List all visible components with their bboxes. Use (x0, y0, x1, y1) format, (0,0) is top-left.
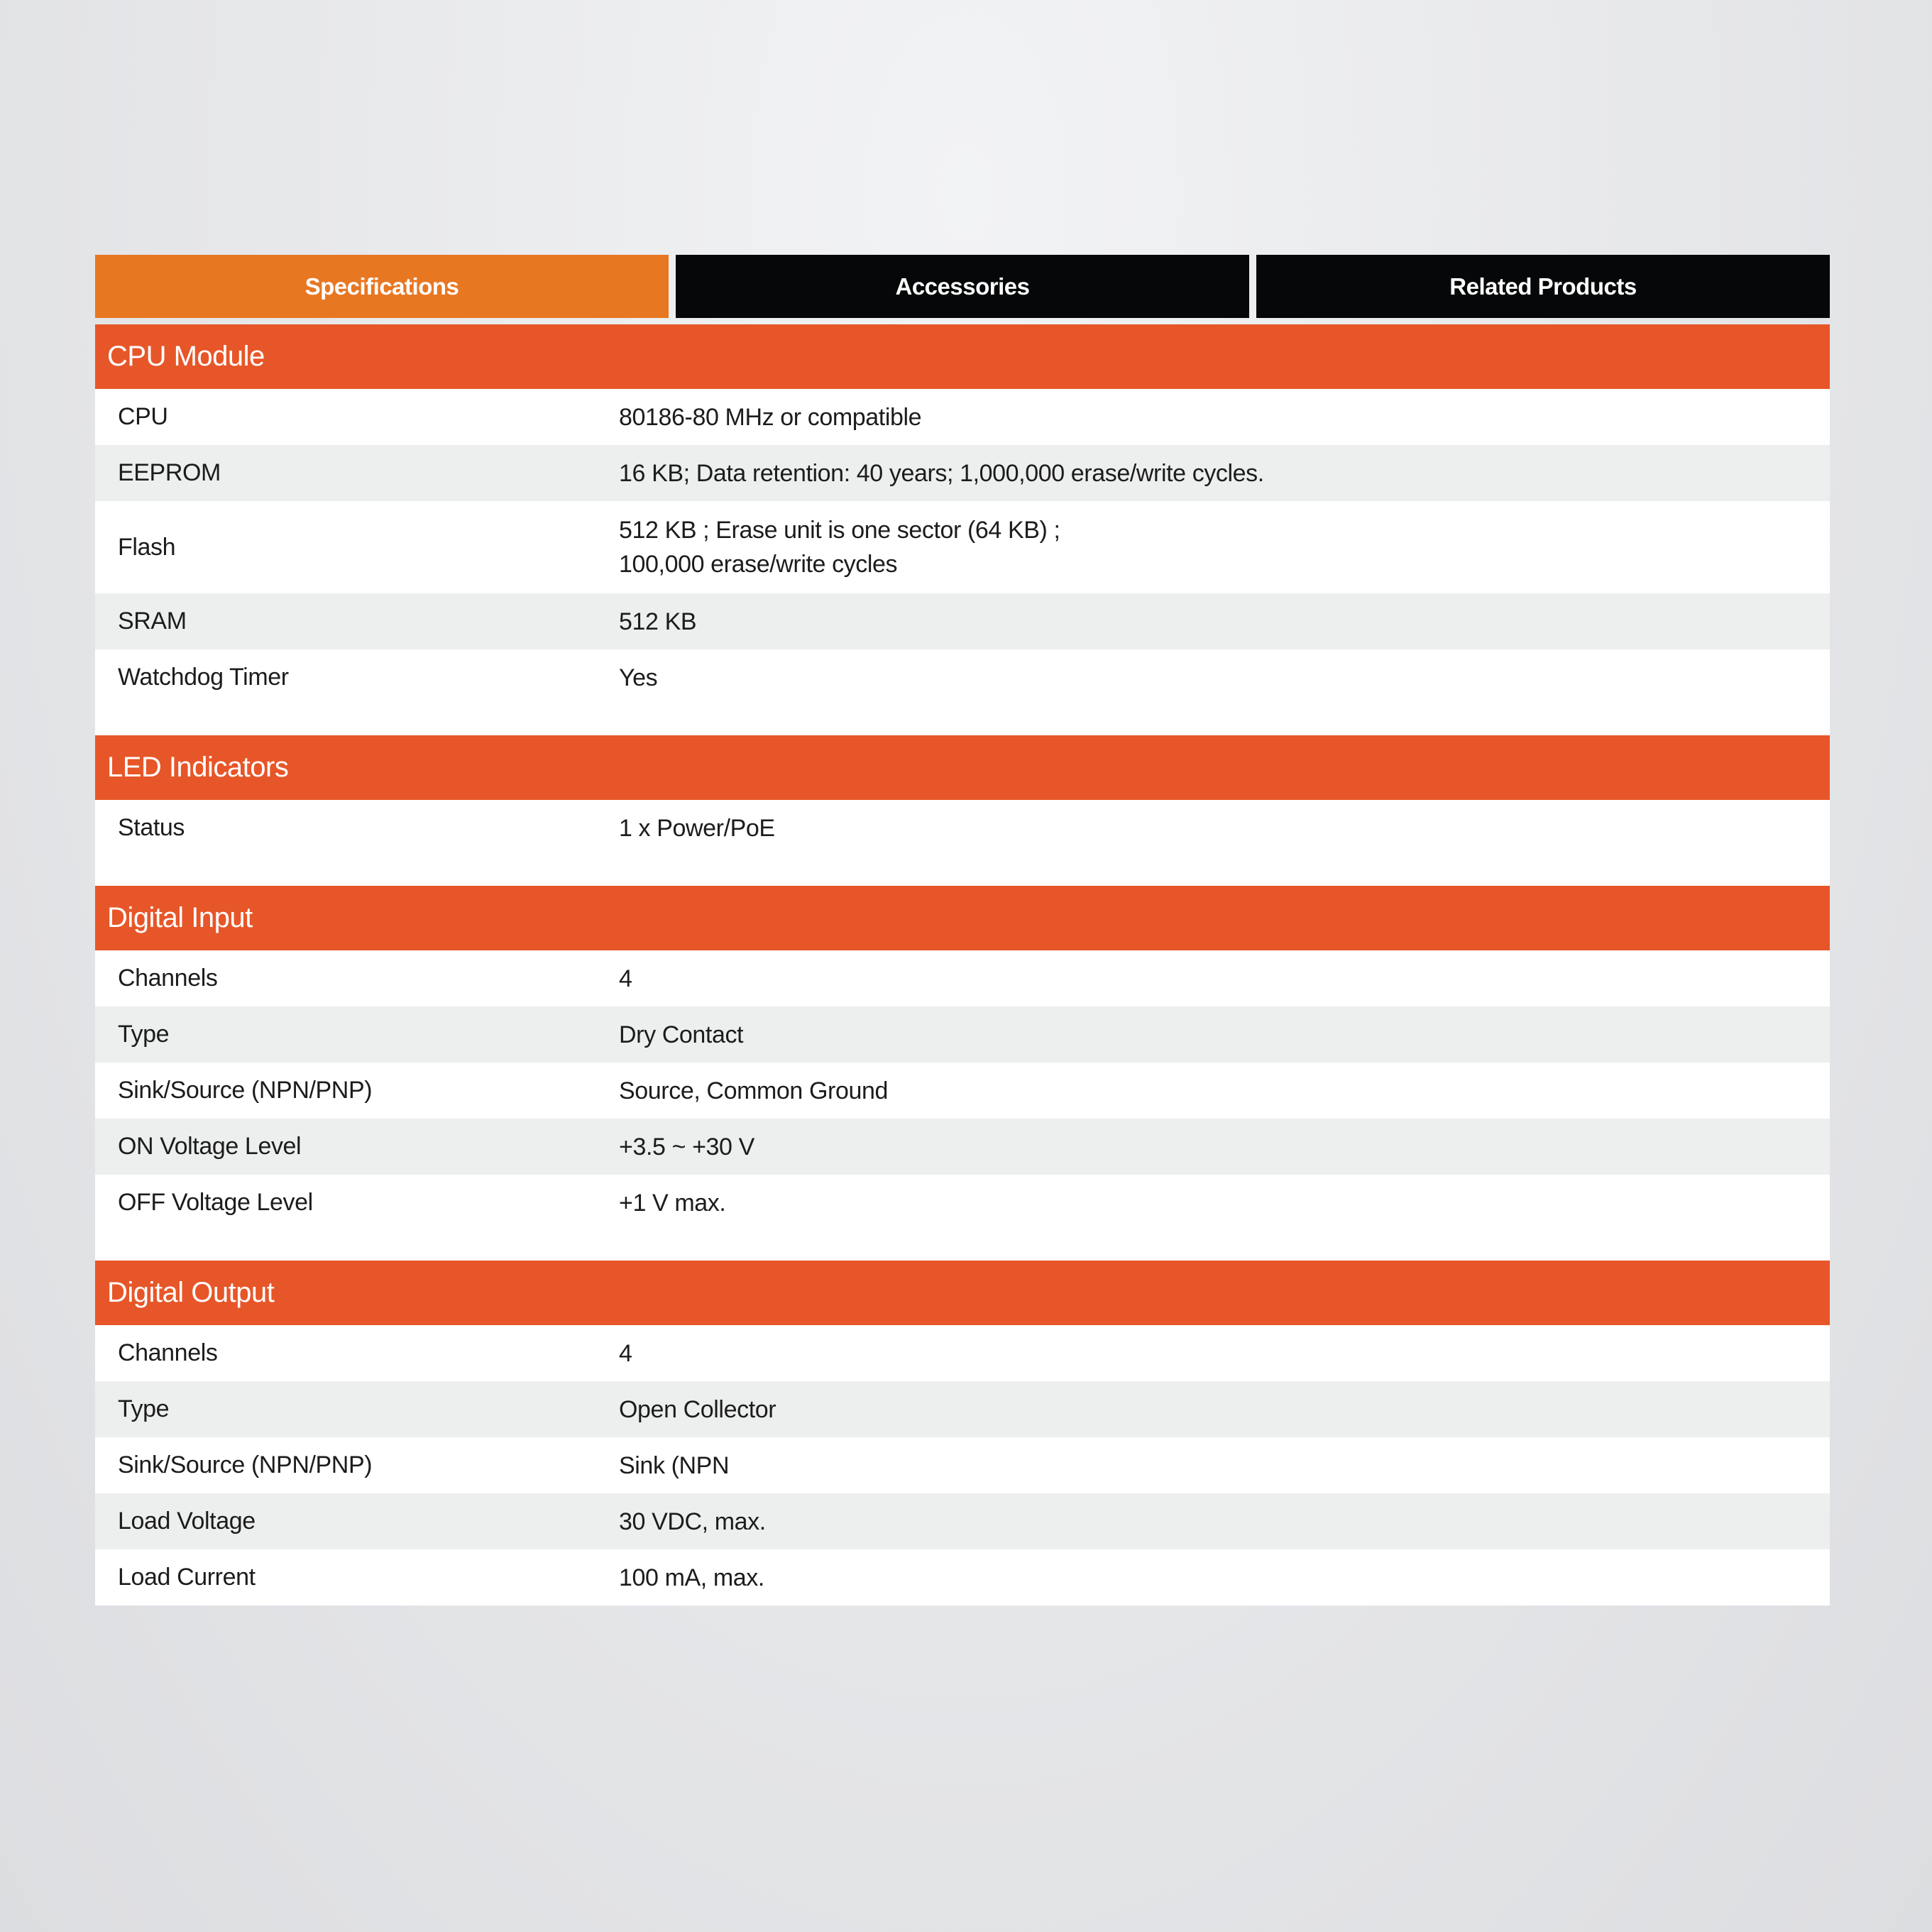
section-digital-output (95, 1261, 1830, 1606)
spec-label: EEPROM (118, 459, 221, 486)
table-row (95, 1325, 1830, 1381)
table-row (95, 1119, 1830, 1175)
section-header: Digital Output (95, 1261, 1830, 1325)
spec-value: Open Collector (619, 1395, 776, 1423)
spec-label: Flash (118, 533, 176, 561)
spec-label: Channels (118, 1339, 218, 1366)
spec-label: Channels (118, 965, 218, 992)
spec-value: 100 mA, max. (619, 1564, 764, 1591)
spec-value-line: 512 KB ; Erase unit is one sector (64 KB) ; (619, 517, 1060, 544)
tab-specifications[interactable]: Specifications (95, 255, 669, 318)
tab-related-products[interactable]: Related Products (1256, 255, 1830, 318)
spec-value: +3.5 ~ +30 V (619, 1133, 754, 1160)
spec-value: Yes (619, 664, 658, 691)
spec-label: Load Current (118, 1564, 256, 1591)
spec-value: 4 (619, 965, 632, 992)
table-row (95, 800, 1830, 856)
section-header: CPU Module (95, 324, 1830, 389)
spec-value: +1 V max. (619, 1189, 726, 1217)
spec-label: Status (118, 814, 185, 841)
spec-value: 512 KB (619, 608, 697, 635)
spec-value: 16 KB; Data retention: 40 years; 1,000,000 erase/write cycles. (619, 459, 1264, 487)
spec-value: 80186-80 MHz or compatible (619, 403, 922, 431)
section-header: Digital Input (95, 886, 1830, 950)
spec-value: Source, Common Ground (619, 1077, 888, 1104)
table-row (95, 501, 1830, 593)
table-row (95, 649, 1830, 706)
table-row (95, 445, 1830, 501)
section-digital-input (95, 886, 1830, 1261)
spec-label: CPU (118, 403, 168, 430)
section-spacer (95, 1231, 1830, 1261)
section-led-indicators (95, 735, 1830, 886)
spec-label: OFF Voltage Level (118, 1189, 313, 1216)
table-row (95, 950, 1830, 1006)
table-row (95, 1006, 1830, 1063)
spec-value (619, 513, 1830, 581)
spec-panel (95, 255, 1830, 1606)
table-row (95, 1063, 1830, 1119)
spec-label: Sink/Source (NPN/PNP) (118, 1451, 373, 1478)
spec-value: 30 VDC, max. (619, 1508, 766, 1535)
section-header: LED Indicators (95, 735, 1830, 800)
table-row (95, 593, 1830, 649)
table-row (95, 1381, 1830, 1437)
spec-value-line: 100,000 erase/write cycles (619, 551, 898, 578)
table-row (95, 1437, 1830, 1493)
spec-value: Sink (NPN (619, 1451, 730, 1479)
spec-label: Watchdog Timer (118, 664, 289, 691)
spec-label: Type (118, 1021, 170, 1048)
spec-value: 4 (619, 1339, 632, 1367)
tab-accessories[interactable]: Accessories (676, 255, 1249, 318)
section-spacer (95, 856, 1830, 886)
spec-label: Type (118, 1395, 170, 1422)
section-cpu-module (95, 324, 1830, 735)
spec-label: Sink/Source (NPN/PNP) (118, 1077, 373, 1104)
spec-label: ON Voltage Level (118, 1133, 302, 1160)
section-spacer (95, 706, 1830, 735)
spec-label: Load Voltage (118, 1508, 256, 1535)
spec-value: Dry Contact (619, 1021, 744, 1048)
spec-value: 1 x Power/PoE (619, 814, 775, 842)
tab-bar (95, 255, 1830, 318)
table-row (95, 1549, 1830, 1606)
spec-label: SRAM (118, 608, 187, 635)
table-row (95, 1175, 1830, 1231)
table-row (95, 389, 1830, 445)
table-row (95, 1493, 1830, 1549)
